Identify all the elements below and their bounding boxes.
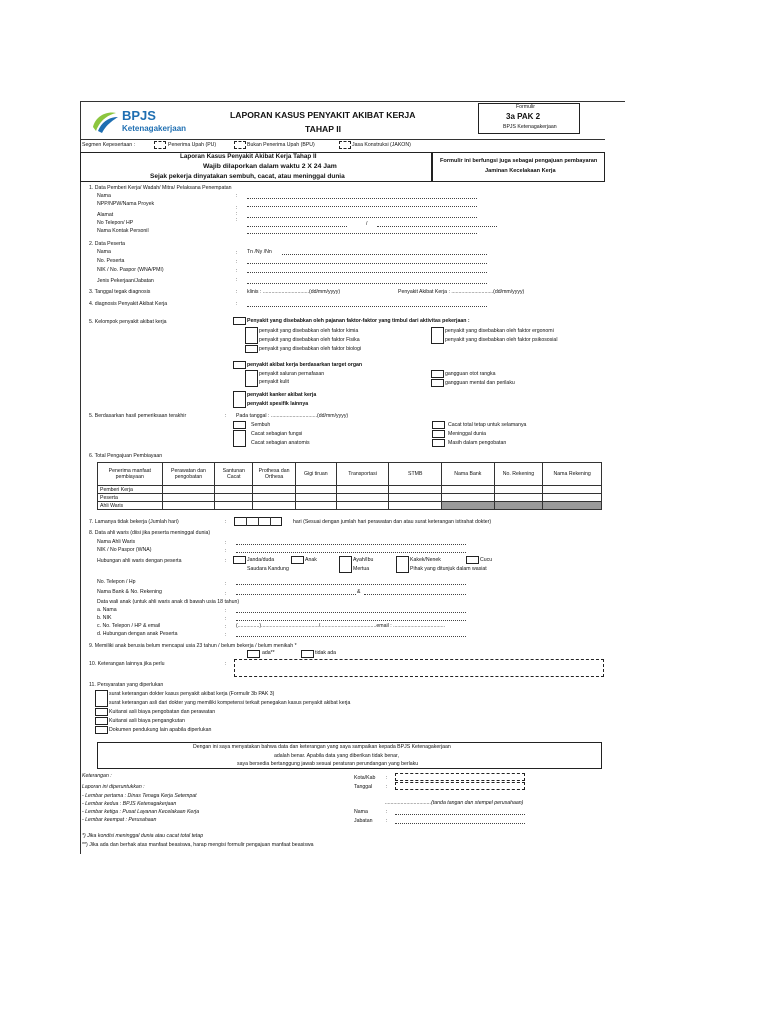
rel-mertua-label: Mertua xyxy=(353,566,370,572)
s5b-colon: : xyxy=(225,413,227,419)
s5-otot-label: gangguan otot rangka xyxy=(445,371,496,377)
s2-jenis-label: Jenis Pekerjaan/Jabatan xyxy=(97,278,154,284)
s2-jenis-input[interactable] xyxy=(247,283,487,284)
th-transport: Transportasi xyxy=(336,463,389,486)
logo-sub: Ketenagakerjaan xyxy=(122,124,187,133)
s3-title: 3. Tanggal tegak diagnosis xyxy=(89,289,151,295)
s8-title: 8. Data ahli waris (diisi jika peserta meninggal dunia) xyxy=(89,530,211,536)
rel-anak-checkbox[interactable] xyxy=(291,556,304,564)
s1-npp-input[interactable] xyxy=(247,206,477,207)
s5-saluran-label: penyakit saluran pernafasan xyxy=(259,371,325,377)
wali-telp-label: c. No. Telepon / HP & email xyxy=(97,623,161,629)
s5-group2-label: penyakit akibat kerja berdasarkan target organ xyxy=(247,362,363,368)
s5-ergonomi-label: penyakit yang disebabkan oleh faktor ergonomi xyxy=(445,328,554,334)
segment-jakon-checkbox[interactable] xyxy=(339,141,351,149)
s8-nama-label: Nama Ahli Waris xyxy=(97,539,136,545)
wali-nama-label: a. Nama xyxy=(97,607,117,613)
s9-yes-label: ada** xyxy=(262,650,275,656)
table-row xyxy=(98,486,602,494)
s5-group3-label: penyakit kanker akibat kerja xyxy=(247,392,317,398)
footer-nama-label: Nama xyxy=(354,809,368,815)
footer-tanggal-label: Tanggal xyxy=(354,784,373,790)
banner-note-box xyxy=(432,152,605,182)
segment-bpu-label: Bukan Penerima Upah (BPU) xyxy=(247,142,315,148)
s5b-pengobatan-label: Masih dalam pengobatan xyxy=(448,440,507,446)
cell[interactable] xyxy=(442,486,495,494)
s2-nama-label: Nama xyxy=(97,249,111,255)
s5b-title: 5. Berdasarkan hasil pemeriksaan terakhir xyxy=(89,413,187,419)
s5-group3-checkbox[interactable] xyxy=(233,391,246,408)
cell[interactable] xyxy=(253,502,296,510)
form-title-line2: TAHAP II xyxy=(305,124,341,134)
s1-npp-label: NPP/NPW/Nama Proyek xyxy=(97,201,155,207)
th-bank: Nama Bank xyxy=(442,463,495,486)
s1-kontak-label: Nama Kontak Personil xyxy=(97,228,149,234)
s4-title: 4. diagnosis Penyakit Akibat Kerja xyxy=(89,301,168,307)
cell[interactable] xyxy=(295,494,336,502)
s5b-meninggal-label: Meninggal dunia xyxy=(448,431,487,437)
th-santunan: Santunan Cacat xyxy=(215,463,253,486)
rel-janda-label: Janda/duda xyxy=(247,557,275,563)
cell[interactable] xyxy=(162,502,215,510)
table-header-row xyxy=(98,463,602,486)
s9-yes-checkbox[interactable] xyxy=(247,650,260,658)
s8-phone-input[interactable] xyxy=(236,584,466,585)
s5-biologi-checkbox[interactable] xyxy=(245,345,258,353)
s9-no-checkbox[interactable] xyxy=(301,650,314,658)
footer-kota-input[interactable] xyxy=(395,773,525,781)
req-item-5-checkbox[interactable] xyxy=(95,726,108,734)
cell[interactable] xyxy=(253,486,296,494)
footer-copy-3: - Lembar ketiga : Pusat Layanan Kecelakaan Kerja xyxy=(82,809,200,815)
s5b-fungsi-checkbox[interactable] xyxy=(233,430,246,447)
s8-nik-input[interactable] xyxy=(236,552,466,553)
s2-nopeserta-input[interactable] xyxy=(247,263,487,264)
cell[interactable] xyxy=(389,486,442,494)
s8-bank-label: Nama Bank & No. Rekening xyxy=(97,589,162,595)
s5b-date[interactable]: Pada tanggal : ................................(dd/mm/yyyy) xyxy=(236,413,349,419)
footer-kota-colon: : xyxy=(386,775,388,781)
cell[interactable] xyxy=(215,502,253,510)
req-item-1-label: surat keterangan dokter kasus penyakit akibat kerja (Formulir 3b PAK 3) xyxy=(109,691,275,697)
s5-group1-checkbox[interactable] xyxy=(233,317,246,325)
footer-nama-input[interactable] xyxy=(395,814,525,815)
s8-colon-hub: : xyxy=(225,558,227,564)
banner-note-line1: Formulir ini berfungsi juga sebagai pengajuan pembayaran xyxy=(440,158,598,164)
footer-copy-1: - Lembar pertama : Dinas Tenaga Kerja Setempat xyxy=(82,793,197,799)
th-gigi: Gigi tiruan xyxy=(295,463,336,486)
footer-copy-4: - Lembar keempat : Perusahaan xyxy=(82,817,157,823)
footer-tanggal-colon: : xyxy=(386,784,388,790)
banner-line2: Wajib dilaporkan dalam waktu 2 X 24 Jam xyxy=(203,163,337,170)
footer-kota-label: Kota/Kab xyxy=(354,775,376,781)
s5-otot-checkbox[interactable] xyxy=(431,370,444,378)
rel-kakek-label: Kakek/Nenek xyxy=(410,557,441,563)
s5-kimia-checkbox[interactable] xyxy=(245,327,258,344)
s1-telp-input[interactable] xyxy=(247,226,347,227)
banner-line1: Laporan Kasus Penyakit Akibat Kerja Tahap II xyxy=(180,153,317,160)
s4-diagnosis-input[interactable] xyxy=(247,306,487,307)
req-item-2-label: surat keterangan asli dari dokter yang memiliki kompetensi terkait penegakan kasus penyakit akibat kerja xyxy=(109,700,351,706)
s9-title: 9. Memiliki anak berusia belum mencapai usia 23 tahun / belum bekerja / belum menikah * xyxy=(89,643,297,649)
cell[interactable] xyxy=(494,494,543,502)
table-row xyxy=(98,502,602,510)
wali-nama-input[interactable] xyxy=(236,612,466,613)
s5b-anatomis-label: Cacat sebagian anatomis xyxy=(251,440,310,446)
declaration-line2: adalah benar. Apabila data yang diberikan tidak benar, xyxy=(274,753,399,759)
footer-nama-colon: : xyxy=(386,809,388,815)
s8-phone-label: No. Telepon / Hp xyxy=(97,579,136,585)
form-org: BPJS Ketenagakerjaan xyxy=(503,124,557,130)
s2-nik-label: NIK / No. Paspor (WNA/PMI) xyxy=(97,267,164,273)
s3-klinis[interactable]: klinis : ................................(dd/mm/yyyy) xyxy=(247,289,341,295)
th-perawatan: Perawatan dan pengobatan xyxy=(162,463,215,486)
s8-colon2: : : xyxy=(225,581,227,597)
bpjs-logo-icon xyxy=(90,109,120,135)
s5-title: 5. Kelompok penyakit akibat kerja xyxy=(89,319,167,325)
banner-line3: Sejak pekerja dinyatakan sembuh, cacat, atau meninggal dunia xyxy=(150,173,345,180)
th-prothesa: Prothesa dan Orthesa xyxy=(253,463,296,486)
s5-group1-label: Penyakit yang disebabkan oleh pajanan faktor-faktor yang timbul dari aktivitas pekerjaan : xyxy=(247,318,470,324)
footer-diperuntukkan: Laporan ini diperuntukkan : xyxy=(82,784,145,790)
s1-telp-label: No Telepon/ HP xyxy=(97,220,134,226)
row-peserta: Peserta xyxy=(98,494,163,502)
s5-biologi-label: penyakit yang disebabkan oleh faktor biologi xyxy=(259,346,362,352)
wali-phone-email-input[interactable]: (...............)......................................../.......................................email : .................................... xyxy=(236,623,445,629)
s5-group4-label: penyakit spesifik lainnya xyxy=(247,401,309,407)
rel-ayah-checkbox[interactable] xyxy=(339,556,352,573)
th-rekening: No. Rekening xyxy=(494,463,543,486)
cell[interactable] xyxy=(389,494,442,502)
segment-pu-checkbox[interactable] xyxy=(154,141,166,149)
rel-janda-checkbox[interactable] xyxy=(233,556,246,564)
s7-days-divider xyxy=(246,517,247,526)
s5-mental-label: gangguan mental dan perilaku xyxy=(445,380,515,386)
top-border-extension xyxy=(605,101,625,102)
s8-wali-title: Data wali anak (untuk ahli waris anak di bawah usia 18 tahun) xyxy=(97,599,240,605)
cell[interactable] xyxy=(336,486,389,494)
row-ahli-waris: Ahli Waris xyxy=(98,502,163,510)
s5-mental-checkbox[interactable] xyxy=(431,379,444,387)
cell[interactable] xyxy=(162,486,215,494)
s2-nopeserta-label: No. Peserta xyxy=(97,258,125,264)
req-item-4-checkbox[interactable] xyxy=(95,717,108,725)
s10-notes-input[interactable] xyxy=(234,659,604,677)
s1-colon: : : : : xyxy=(236,193,238,223)
req-item-3-label: Kuitansi asli biaya pengobatan dan perawatan xyxy=(109,709,216,715)
s5b-meninggal-checkbox[interactable] xyxy=(432,430,445,438)
req-item-1-checkbox[interactable] xyxy=(95,690,108,707)
cell[interactable] xyxy=(295,502,336,510)
req-item-4-label: Kuitansi asli biaya pengangkutan xyxy=(109,718,185,724)
footer-jabatan-colon: : xyxy=(386,818,388,824)
cell-shaded xyxy=(494,502,543,510)
rel-wasiat-label: Pihak yang ditunjuk dalam wasiat xyxy=(410,566,487,572)
s5b-sembuh-label: Sembuh xyxy=(251,422,271,428)
s8-bank-amp: & xyxy=(357,589,361,595)
footer-note-1: *) Jika kondisi meninggal dunia atau cacat total tetap xyxy=(82,833,204,839)
cell[interactable] xyxy=(215,494,253,502)
s8-bank-input[interactable] xyxy=(236,594,356,595)
s5-psikososial-label: penyakit yang disebabkan oleh faktor psikososial xyxy=(445,337,558,343)
wali-hub-input[interactable] xyxy=(236,636,466,637)
s11-title: 11. Persyaratan yang diperlukan xyxy=(89,682,164,688)
s2-title: 2. Data Peserta xyxy=(89,241,126,247)
s10-title: 10. Keterangan lainnya jika perlu xyxy=(89,661,165,667)
s3-pak[interactable]: Penyakit Akibat Kerja : .............................(dd/mm/yyyy) xyxy=(398,289,525,295)
cell[interactable] xyxy=(494,486,543,494)
cell[interactable] xyxy=(442,494,495,502)
header-divider xyxy=(80,139,605,140)
footer-jabatan-input[interactable] xyxy=(395,823,525,824)
s3-colon: : xyxy=(236,289,238,295)
s5-saluran-checkbox[interactable] xyxy=(245,370,258,387)
segment-label: Segmen Kepesertaan : xyxy=(82,142,136,148)
logo-brand: BPJS xyxy=(122,108,156,123)
cell[interactable] xyxy=(543,494,602,502)
rel-anak-label: Anak xyxy=(305,557,317,563)
s5-ergonomi-checkbox[interactable] xyxy=(431,327,444,344)
rel-ayah-label: Ayah/Ibu xyxy=(353,557,374,563)
segment-pu-label: Penerima Upah (PU) xyxy=(168,142,217,148)
s1-hp-input[interactable] xyxy=(377,226,497,227)
s5-kimia-label: penyakit yang disebabkan oleh faktor kimia xyxy=(259,328,359,334)
s6-title: 6. Total Pengajuan Pembiayaan xyxy=(89,453,163,459)
cell[interactable] xyxy=(295,486,336,494)
s9-no-label: tidak ada xyxy=(315,650,337,656)
s8-nama-input[interactable] xyxy=(236,544,466,545)
cell[interactable] xyxy=(336,502,389,510)
s8-hub-label: Hubungan ahli waris dengan peserta xyxy=(97,558,182,564)
footer-copy-2: - Lembar kedua : BPJS Ketenagakerjaan xyxy=(82,801,177,807)
cell[interactable] xyxy=(253,494,296,502)
segment-jakon-label: Jasa Konstruksi (JAKON) xyxy=(352,142,411,148)
segment-bpu-checkbox[interactable] xyxy=(234,141,246,149)
declaration-line3: saya bersedia bertanggung jawab sesuai peraturan perundangan yang berlaku xyxy=(237,761,419,767)
s2-salutation: Tn /Ny /Nn xyxy=(247,249,272,255)
cell[interactable] xyxy=(215,486,253,494)
s5-fisika-label: penyakit yang disebabkan oleh faktor Fisika xyxy=(259,337,360,343)
s5-kulit-label: penyakit kulit xyxy=(259,379,289,385)
s5b-pengobatan-checkbox[interactable] xyxy=(432,439,445,447)
s8-nik-label: NIK / No Paspor (WNA) xyxy=(97,547,152,553)
cell[interactable] xyxy=(543,486,602,494)
s7-days-divider xyxy=(270,517,271,526)
s7-colon: : xyxy=(225,519,227,525)
s2-colons: : : : : xyxy=(236,250,238,283)
form-label: Formulir xyxy=(516,104,536,110)
th-stmb: STMB xyxy=(389,463,442,486)
s1-kontak-input[interactable] xyxy=(247,233,477,234)
s1-alamat-input[interactable] xyxy=(247,217,477,218)
footer-tanggal-input[interactable] xyxy=(395,782,525,790)
financing-table xyxy=(97,462,602,510)
th-nama-rekening: Nama Rekening xyxy=(543,463,602,486)
s2-nama-input[interactable] xyxy=(282,254,487,255)
s10-colon: : xyxy=(225,661,227,667)
s7-note: hari (Sesuai dengan jumlah hari perawatan dan atau surat keterangan istirahat dokter) xyxy=(293,519,492,525)
cell[interactable] xyxy=(336,494,389,502)
row-pemberi-kerja: Pemberi Kerja xyxy=(98,486,163,494)
req-item-3-checkbox[interactable] xyxy=(95,708,108,716)
rel-kakek-checkbox[interactable] xyxy=(396,556,409,573)
s5b-total-label: Cacat total tetap untuk selamanya xyxy=(448,422,527,428)
s8-rek-input[interactable] xyxy=(364,594,466,595)
s7-title: 7. Lamanya tidak bekerja (Jumlah hari) xyxy=(89,519,179,525)
form-code: 3a PAK 2 xyxy=(506,112,541,121)
s1-alamat-label: Alamat xyxy=(97,212,114,218)
banner-note-line2: Jaminan Kecelakaan Kerja xyxy=(485,168,556,174)
table-row xyxy=(98,494,602,502)
footer-note-2: **) Jika ada dan berhak atas manfaat beasiswa, harap mengisi formulir pengajuan manfaat beasiswa xyxy=(82,842,314,848)
cell[interactable] xyxy=(389,502,442,510)
footer-keterangan: Keterangan : xyxy=(82,773,112,779)
s5b-fungsi-label: Cacat sebagian fungsi xyxy=(251,431,303,437)
s8-colons: : : xyxy=(225,540,227,554)
cell-shaded xyxy=(543,502,602,510)
footer-jabatan-label: Jabatan xyxy=(354,818,373,824)
wali-nik-label: b. NIK xyxy=(97,615,112,621)
rel-cucu-label: Cucu xyxy=(480,557,493,563)
wali-colons: : : : : xyxy=(225,608,227,638)
s5b-total-checkbox[interactable] xyxy=(432,421,445,429)
s1-nama-label: Nama xyxy=(97,193,111,199)
s5b-sembuh-checkbox[interactable] xyxy=(233,421,246,429)
s5-group2-checkbox[interactable] xyxy=(233,361,246,369)
wali-hub-label: d. Hubungan dengan anak Peserta xyxy=(97,631,178,637)
req-item-5-label: Dokumen pendukung lain apabila diperlukan xyxy=(109,727,212,733)
form-title-line1: LAPORAN KASUS PENYAKIT AKIBAT KERJA xyxy=(230,110,416,120)
declaration-line1: Dengan ini saya menyatakan bahwa data dan keterangan yang saya sampaikan kepada BPJS Ketenagakerjaan xyxy=(193,744,451,750)
s1-telp-slash: / xyxy=(366,221,368,227)
cell[interactable] xyxy=(162,494,215,502)
s1-nama-input[interactable] xyxy=(247,198,477,199)
s2-nik-input[interactable] xyxy=(247,272,487,273)
s4-colon: : xyxy=(236,301,238,307)
footer-signature[interactable]: ................................(tanda tangan dan stempel perusahaan) xyxy=(385,800,524,806)
rel-saudara-label: Saudara Kandung xyxy=(247,566,289,572)
s7-days-divider xyxy=(258,517,259,526)
th-penerima: Penerima manfaat pembiayaan xyxy=(98,463,163,486)
s1-title: 1. Data Pemberi Kerja/ Wadah/ Mitra/ Pelaksana Penempatan xyxy=(89,185,232,191)
rel-cucu-checkbox[interactable] xyxy=(466,556,479,564)
cell-shaded xyxy=(442,502,495,510)
wali-nik-input[interactable] xyxy=(236,620,466,621)
